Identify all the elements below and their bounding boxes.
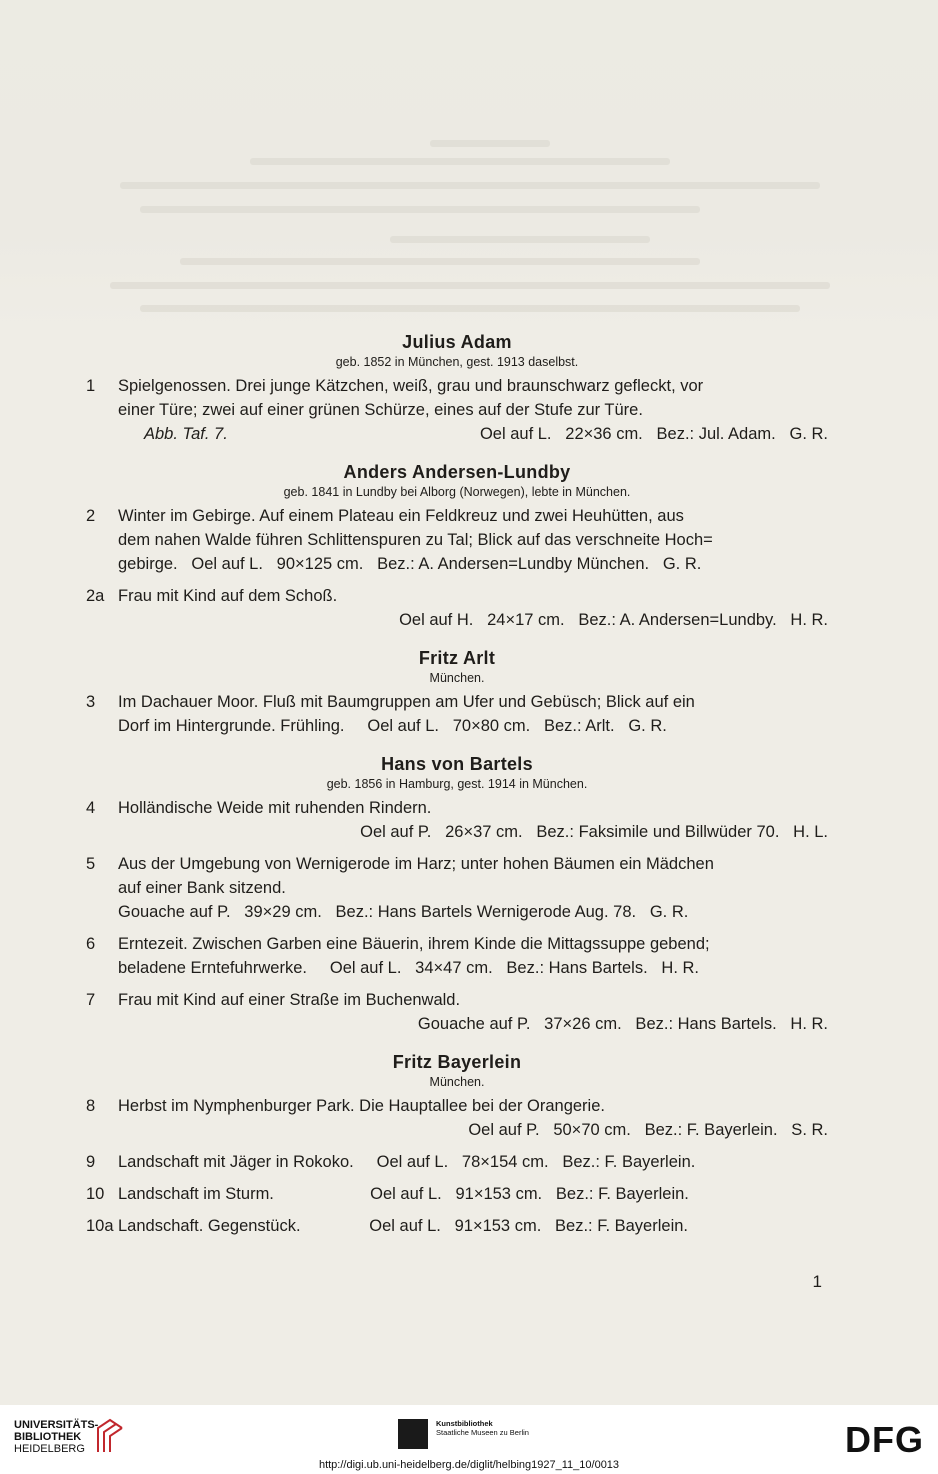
entry-text-line: Dorf im Hintergrunde. Frühling. Oel auf L. 70×80 cm. Bez.: Arlt. G. R. <box>118 717 667 735</box>
artist-name: Julius Adam <box>402 332 512 352</box>
catalog-entry <box>86 932 828 980</box>
entry-number: 2a <box>86 587 105 605</box>
catalog-entry <box>86 1214 828 1238</box>
technique-dimensions: Oel auf P. 26×37 cm. Bez.: Faksimile und Billwüder 70. H. L. <box>360 823 828 841</box>
technique-dimensions: Oel auf L. 22×36 cm. Bez.: Jul. Adam. G. R. <box>479 425 828 443</box>
catalog-entry <box>86 1150 828 1174</box>
catalog-entry <box>86 852 828 924</box>
entry-number: 5 <box>86 855 96 873</box>
entry-number: 10a <box>86 1217 114 1235</box>
artist-bio: München. <box>429 671 485 685</box>
source-url[interactable]: http://digi.ub.uni-heidelberg.de/diglit/helbing1927_11_10/0013 <box>318 1459 620 1471</box>
show-through-text <box>0 0 938 330</box>
catalog-entry <box>86 504 828 576</box>
catalog-entry <box>86 988 828 1036</box>
catalog-entry <box>86 1094 828 1142</box>
dfg-logo[interactable]: DFG <box>845 1419 924 1460</box>
entry-text-line: Landschaft mit Jäger in Rokoko. Oel auf L. 78×154 cm. Bez.: F. Bayerlein. <box>118 1153 696 1171</box>
artist-name: Anders Andersen-Lundby <box>343 462 571 482</box>
entry-text-line: dem nahen Walde führen Schlittenspuren zu Tal; Blick auf das verschneite Hoch= <box>118 531 713 549</box>
artist-name: Fritz Arlt <box>418 648 496 668</box>
entry-text-line: Herbst im Nymphenburger Park. Die Hauptallee bei der Orangerie. <box>118 1097 605 1115</box>
footer-bar <box>0 1405 938 1474</box>
entry-text-line: auf einer Bank sitzend. <box>118 879 286 897</box>
catalog-entry <box>86 584 828 632</box>
catalog-entry <box>86 374 828 446</box>
artist-bio: geb. 1841 in Lundby bei Alborg (Norwegen), lebte in München. <box>283 485 631 499</box>
technique-dimensions: Oel auf H. 24×17 cm. Bez.: A. Andersen=Lundby. H. R. <box>399 611 828 629</box>
artist-bio: München. <box>429 1075 485 1089</box>
entry-text-line: beladene Erntefuhrwerke. Oel auf L. 34×47 cm. Bez.: Hans Bartels. H. R. <box>118 959 699 977</box>
entry-text-line: Erntezeit. Zwischen Garben eine Bäuerin, ihrem Kinde die Mittagssuppe gebend; <box>118 935 710 953</box>
entry-text-line: Spielgenossen. Drei junge Kätzchen, weiß, grau und braunschwarz gefleckt, vor <box>118 377 704 395</box>
entry-number: 3 <box>86 693 96 711</box>
ub-heidelberg-logo-text[interactable]: UNIVERSITÄTS- BIBLIOTHEK HEIDELBERG <box>14 1419 99 1455</box>
entry-text-line: Aus der Umgebung von Wernigerode im Harz; unter hohen Bäumen ein Mädchen <box>118 855 714 873</box>
catalog-content <box>86 322 828 1244</box>
entry-text-line: Landschaft im Sturm. Oel auf L. 91×153 cm. Bez.: F. Bayerlein. <box>118 1185 689 1203</box>
kunstbibliothek-text[interactable]: Kunstbibliothek Staatliche Museen zu Berlin <box>436 1419 529 1437</box>
catalog-entry <box>86 796 828 844</box>
technique-dimensions: Gouache auf P. 37×26 cm. Bez.: Hans Bartels. H. R. <box>417 1015 828 1033</box>
ub-logo-icon <box>94 1418 126 1454</box>
entry-text-line: Landschaft. Gegenstück. Oel auf L. 91×153 cm. Bez.: F. Bayerlein. <box>118 1217 688 1235</box>
technique-dimensions: Oel auf P. 50×70 cm. Bez.: F. Bayerlein. S. R. <box>468 1121 828 1139</box>
catalog-entry <box>86 690 828 738</box>
entry-number: 2 <box>86 507 96 525</box>
entry-text-line: Winter im Gebirge. Auf einem Plateau ein Feldkreuz und zwei Heuhütten, aus <box>118 507 684 525</box>
entry-text-line: einer Türe; zwei auf einer grünen Schürze, eines auf der Stufe zur Türe. <box>118 401 643 419</box>
artist-bio: geb. 1852 in München, gest. 1913 daselbst. <box>335 355 579 369</box>
entry-text-line: Frau mit Kind auf einer Straße im Buchenwald. <box>118 991 461 1009</box>
entry-number: 9 <box>86 1153 96 1171</box>
entry-number: 7 <box>86 991 96 1009</box>
entry-text-line: gebirge. Oel auf L. 90×125 cm. Bez.: A. Andersen=Lundby München. G. R. <box>118 555 702 573</box>
entry-text-line: Holländische Weide mit ruhenden Rindern. <box>118 799 432 817</box>
entry-text-line: Gouache auf P. 39×29 cm. Bez.: Hans Bartels Wernigerode Aug. 78. G. R. <box>118 903 689 921</box>
entry-number: 10 <box>86 1185 105 1203</box>
entry-number: 1 <box>86 377 96 395</box>
artist-name: Fritz Bayerlein <box>392 1052 522 1072</box>
artist-bio: geb. 1856 in Hamburg, gest. 1914 in München. <box>326 777 588 791</box>
artist-name: Hans von Bartels <box>381 754 533 774</box>
entry-text-line: Frau mit Kind auf dem Schoß. <box>118 587 338 605</box>
entry-number: 6 <box>86 935 96 953</box>
entry-number: 4 <box>86 799 96 817</box>
illustration-reference: Abb. Taf. 7. <box>144 425 228 443</box>
entry-number: 8 <box>86 1097 96 1115</box>
catalog-entry <box>86 1182 828 1206</box>
entry-text-line: Im Dachauer Moor. Fluß mit Baumgruppen am Ufer und Gebüsch; Blick auf ein <box>118 693 695 711</box>
page-number: 1 <box>812 1272 822 1291</box>
